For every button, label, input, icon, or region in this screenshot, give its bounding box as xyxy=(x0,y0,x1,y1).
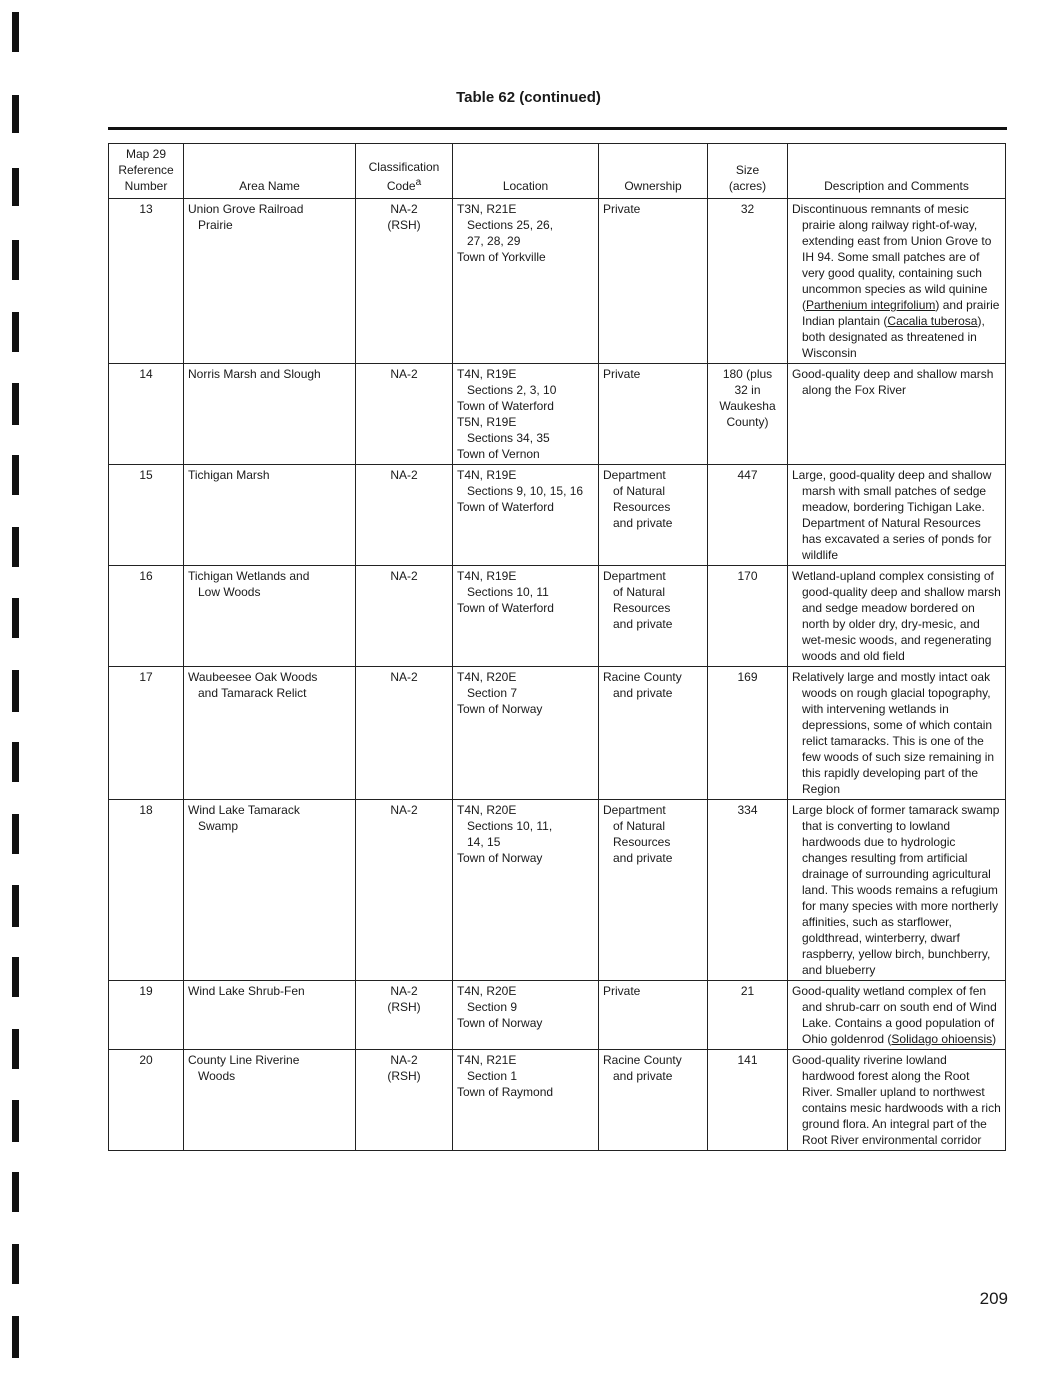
binder-mark xyxy=(12,885,19,927)
description: Good-quality deep and shallow marsh along the Fox River xyxy=(788,364,1006,465)
location: T3N, R21E Sections 25, 26, 27, 28, 29 Town of Yorkville xyxy=(453,199,599,364)
description: Good-quality riverine lowland hardwood forest along the Root River. Smaller upland to northwest contains mesic hardwoods with a rich ground flora. An integral part of the Root River environmental corridor xyxy=(788,1050,1006,1151)
binder-mark xyxy=(12,598,19,638)
table-row xyxy=(109,981,1006,1050)
ref-number: 19 xyxy=(109,981,184,1050)
binder-mark xyxy=(12,1029,19,1069)
description: Large, good-quality deep and shallow marsh with small patches of sedge meadow, bordering Tichigan Lake. Department of Natural Resources has excavated a series of ponds for wildlife xyxy=(788,465,1006,566)
classification-code: NA-2 (RSH) xyxy=(356,1050,453,1151)
location: T4N, R20E Section 9 Town of Norway xyxy=(453,981,599,1050)
binder-mark xyxy=(12,168,19,206)
species-name: Solidago ohioensis xyxy=(891,1032,993,1046)
description: Large block of former tamarack swamp that is converting to lowland hardwoods due to hydrologic changes resulting from artificial drainage of surrounding agricultural land. This woods remains a refugium for many species with more northerly affinities, such as starflower, goldthread, winterberry, dwarf raspberry, yellow birch, bunchberry, and blueberry xyxy=(788,800,1006,981)
classification-code: NA-2 xyxy=(356,364,453,465)
binder-mark xyxy=(12,1244,19,1284)
ref-number: 16 xyxy=(109,566,184,667)
natural-areas-table xyxy=(108,143,1006,1151)
table-row xyxy=(109,566,1006,667)
size-acres: 334 xyxy=(708,800,788,981)
area-name: Wind Lake Tamarack Swamp xyxy=(184,800,356,981)
header-ref-number: Map 29 Reference Number xyxy=(109,144,184,199)
description: Discontinuous remnants of mesic prairie along railway right-of-way, extending east from Union Grove to IH 94. Some small patches are of very good quality, containing such uncommon species as wild quinine (Parthenium integrifolium) and prairie Indian plantain (Cacalia tuberosa), both designated as threatened in Wisconsin xyxy=(788,199,1006,364)
classification-code: NA-2 xyxy=(356,465,453,566)
binder-mark xyxy=(12,1316,19,1358)
location: T4N, R19E Sections 10, 11 Town of Waterford xyxy=(453,566,599,667)
ownership: Racine County and private xyxy=(599,667,708,800)
ref-number: 20 xyxy=(109,1050,184,1151)
ref-number: 13 xyxy=(109,199,184,364)
binder-mark xyxy=(12,312,19,352)
ownership: Private xyxy=(599,364,708,465)
binder-mark xyxy=(12,957,19,997)
description: Wetland-upland complex consisting of good-quality deep and shallow marsh and sedge meadow bordered on north by older dry, dry-mesic, and wet-mesic woods, and regenerating woods and old field xyxy=(788,566,1006,667)
header-ownership: Ownership xyxy=(599,144,708,199)
ownership: Private xyxy=(599,199,708,364)
location: T4N, R21E Section 1 Town of Raymond xyxy=(453,1050,599,1151)
size-acres: 32 xyxy=(708,199,788,364)
ownership: Racine County and private xyxy=(599,1050,708,1151)
size-acres: 170 xyxy=(708,566,788,667)
binder-mark xyxy=(12,814,19,854)
species-name: Parthenium integrifolium xyxy=(806,298,936,312)
binder-mark xyxy=(12,527,19,567)
table-row xyxy=(109,800,1006,981)
area-name: Tichigan Marsh xyxy=(184,465,356,566)
title-rule xyxy=(108,127,1007,130)
ownership: Department of Natural Resources and private xyxy=(599,800,708,981)
header-size: Size (acres) xyxy=(708,144,788,199)
area-name: Waubeesee Oak Woods and Tamarack Relict xyxy=(184,667,356,800)
classification-code: NA-2 (RSH) xyxy=(356,199,453,364)
binder-mark xyxy=(12,383,19,425)
ownership: Department of Natural Resources and private xyxy=(599,566,708,667)
classification-code: NA-2 (RSH) xyxy=(356,981,453,1050)
header-area-name: Area Name xyxy=(184,144,356,199)
ref-number: 17 xyxy=(109,667,184,800)
ref-number: 18 xyxy=(109,800,184,981)
footnote-marker: a xyxy=(415,177,422,188)
header-row xyxy=(109,144,1006,199)
area-name: Wind Lake Shrub-Fen xyxy=(184,981,356,1050)
table-row xyxy=(109,199,1006,364)
size-acres: 141 xyxy=(708,1050,788,1151)
size-acres: 169 xyxy=(708,667,788,800)
table-row xyxy=(109,1050,1006,1151)
table-row xyxy=(109,465,1006,566)
area-name: County Line Riverine Woods xyxy=(184,1050,356,1151)
size-acres: 447 xyxy=(708,465,788,566)
ref-number: 15 xyxy=(109,465,184,566)
ownership: Department of Natural Resources and private xyxy=(599,465,708,566)
ownership: Private xyxy=(599,981,708,1050)
header-description: Description and Comments xyxy=(788,144,1006,199)
binder-mark xyxy=(12,240,19,280)
size-acres: 180 (plus 32 in Waukesha County) xyxy=(708,364,788,465)
binder-mark xyxy=(12,455,19,495)
binder-mark xyxy=(12,742,19,782)
table-row xyxy=(109,364,1006,465)
classification-code: NA-2 xyxy=(356,566,453,667)
classification-code: NA-2 xyxy=(356,667,453,800)
location: T4N, R19E Sections 2, 3, 10 Town of Waterford T5N, R19E Sections 34, 35 Town of Vernon xyxy=(453,364,599,465)
binder-mark xyxy=(12,670,19,712)
location: T4N, R20E Section 7 Town of Norway xyxy=(453,667,599,800)
species-name: Cacalia tuberosa xyxy=(887,314,978,328)
description: Relatively large and mostly intact oak woods on rough glacial topography, with intervening wetlands in depressions, some of which contain relict tamaracks. This is one of the few woods of such size remaining in this rapidly developing part of the Region xyxy=(788,667,1006,800)
location: T4N, R19E Sections 9, 10, 15, 16 Town of Waterford xyxy=(453,465,599,566)
page-title: Table 62 (continued) xyxy=(456,89,601,106)
classification-code: NA-2 xyxy=(356,800,453,981)
table-row xyxy=(109,667,1006,800)
description: Good-quality wetland complex of fen and shrub-carr on south end of Wind Lake. Contains a good population of Ohio goldenrod (Solidago ohioensis) xyxy=(788,981,1006,1050)
binder-mark xyxy=(12,1100,19,1142)
binder-mark xyxy=(12,12,19,52)
header-classification: Classification Code$^a$ xyxy=(356,144,453,199)
size-acres: 21 xyxy=(708,981,788,1050)
location: T4N, R20E Sections 10, 11, 14, 15 Town of Norway xyxy=(453,800,599,981)
page-number: 209 xyxy=(979,1289,1008,1308)
ref-number: 14 xyxy=(109,364,184,465)
area-name: Union Grove Railroad Prairie xyxy=(184,199,356,364)
header-location: Location xyxy=(453,144,599,199)
area-name: Tichigan Wetlands and Low Woods xyxy=(184,566,356,667)
binder-mark xyxy=(12,1172,19,1212)
area-name: Norris Marsh and Slough xyxy=(184,364,356,465)
